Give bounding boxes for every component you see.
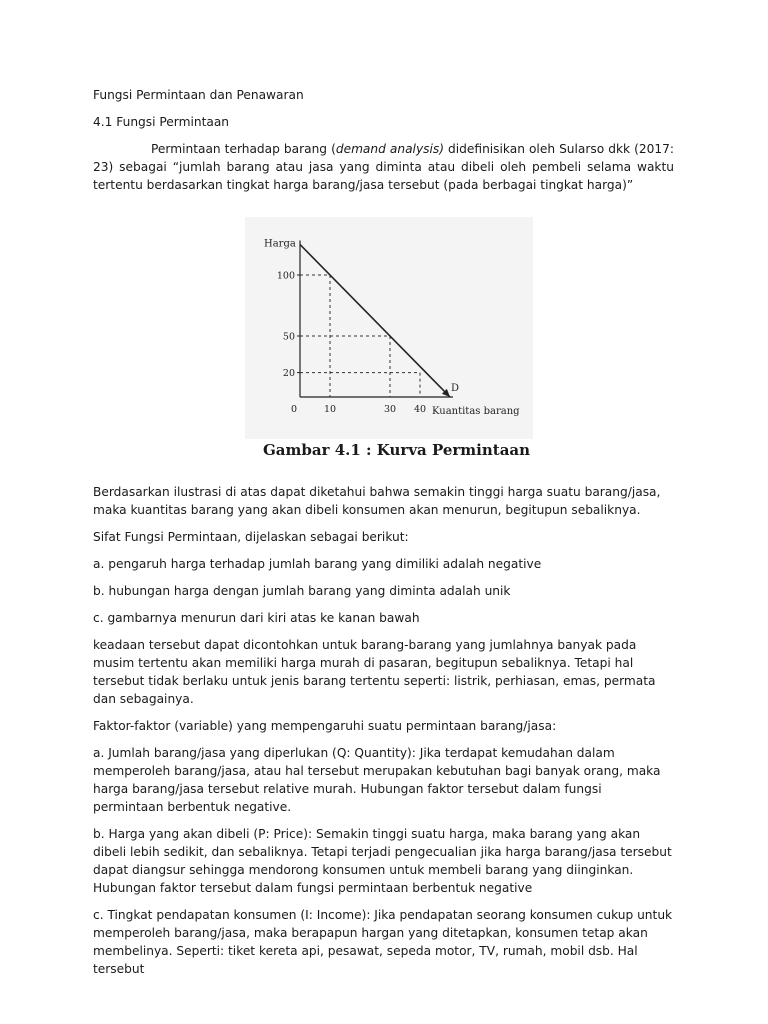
paragraph-8: a. Jumlah barang/jasa yang diperlukan (Q: Quantity): Jika terdapat kemudahan dalam memperoleh barang/jasa, atau hal tersebut merupakan kebutuhan bagi banyak orang, maka harga barang/jasa tersebut relative murah. Hubungan faktor tersebut dalam fungsi permintaan berbentuk negative. bbox=[93, 746, 661, 814]
y-tick-label-50: 50 bbox=[282, 331, 295, 343]
paragraph-9: b. Harga yang akan dibeli (P: Price): Semakin tinggi suatu harga, maka barang yang akan dibeli lebih sedikit, dan sebaliknya. Tetapi terjadi pengecualian jika harga barang/jasa tersebut dapat diangsur sehingga mendorong konsumen untuk membeli barang yang diinginkan. Hubungan faktor tersebut dalam fungsi permintaan berbentuk negative bbox=[93, 827, 672, 895]
x-tick-label-0: 0 bbox=[290, 404, 298, 415]
x-tick-label-10: 10 bbox=[323, 404, 337, 415]
paragraph-6: keadaan tersebut dapat dicontohkan untuk barang-barang yang jumlahnya banyak pada musim tertentu akan memiliki harga murah di pasaran, begitupun sebaliknya. Tetapi hal tersebut tidak berlaku untuk jenis barang tertentu seperti: listrik, perhiasan, emas, permata dan sebagainya. bbox=[93, 638, 656, 706]
paragraph-1: Berdasarkan ilustrasi di atas dapat diketahui bahwa semakin tinggi harga suatu barang/jasa, maka kuantitas barang yang akan dibeli konsumen akan menurun, begitupun sebaliknya. bbox=[93, 485, 661, 517]
paragraph-5: c. gambarnya menurun dari kiri atas ke kanan bawah bbox=[93, 611, 420, 625]
x-tick-label-30: 30 bbox=[383, 404, 397, 415]
section-heading: 4.1 Fungsi Permintaan bbox=[93, 115, 230, 129]
paragraph-7: Faktor-faktor (variable) yang mempengaruhi suatu permintaan barang/jasa: bbox=[93, 719, 557, 733]
curve-label-d: D bbox=[451, 383, 460, 394]
demand-curve-chart bbox=[93, 211, 674, 441]
paragraph-10: c. Tingkat pendapatan konsumen (I: Income): Jika pendapatan seorang konsumen cukup untuk memperoleh barang/jasa, maka berapapun hargan yang ditetapkan, konsumen tetap akan membelinya. Seperti: tiket kereta api, pesawat, sepeda motor, TV, rumah, mobil dsb. Hal tersebut bbox=[93, 908, 673, 976]
y-tick-label-100: 100 bbox=[276, 270, 295, 282]
intro-text-italic: demand analysis) bbox=[335, 142, 444, 156]
y-axis-label: Harga bbox=[264, 238, 296, 250]
paragraph-3: a. pengaruh harga terhadap jumlah barang yang dimiliki adalah negative bbox=[93, 557, 542, 571]
demand-curve-figure bbox=[93, 211, 674, 461]
x-tick-label-40: 40 bbox=[413, 404, 427, 415]
intro-text-before: Permintaan terhadap barang ( bbox=[151, 142, 336, 156]
intro-paragraph bbox=[93, 140, 674, 194]
paragraph-2: Sifat Fungsi Permintaan, dijelaskan sebagai berikut: bbox=[93, 530, 409, 544]
x-axis-label: Kuantitas barang bbox=[432, 406, 520, 417]
intro-text-after: didefinisikan oleh Sularso dkk (2017: 23) sebagai “jumlah barang atau jasa yang diminta atau dibeli oleh pembeli selama waktu tertentu berdasarkan tingkat harga barang/jasa tersebut (pada berbagai tingkat harga)” bbox=[93, 142, 674, 192]
document-page bbox=[93, 86, 674, 987]
figure-caption: Gambar 4.1 : Kurva Permintaan bbox=[263, 441, 531, 459]
paragraph-4: b. hubungan harga dengan jumlah barang yang diminta adalah unik bbox=[93, 584, 511, 598]
document-title: Fungsi Permintaan dan Penawaran bbox=[93, 88, 304, 102]
y-tick-label-20: 20 bbox=[282, 368, 295, 380]
